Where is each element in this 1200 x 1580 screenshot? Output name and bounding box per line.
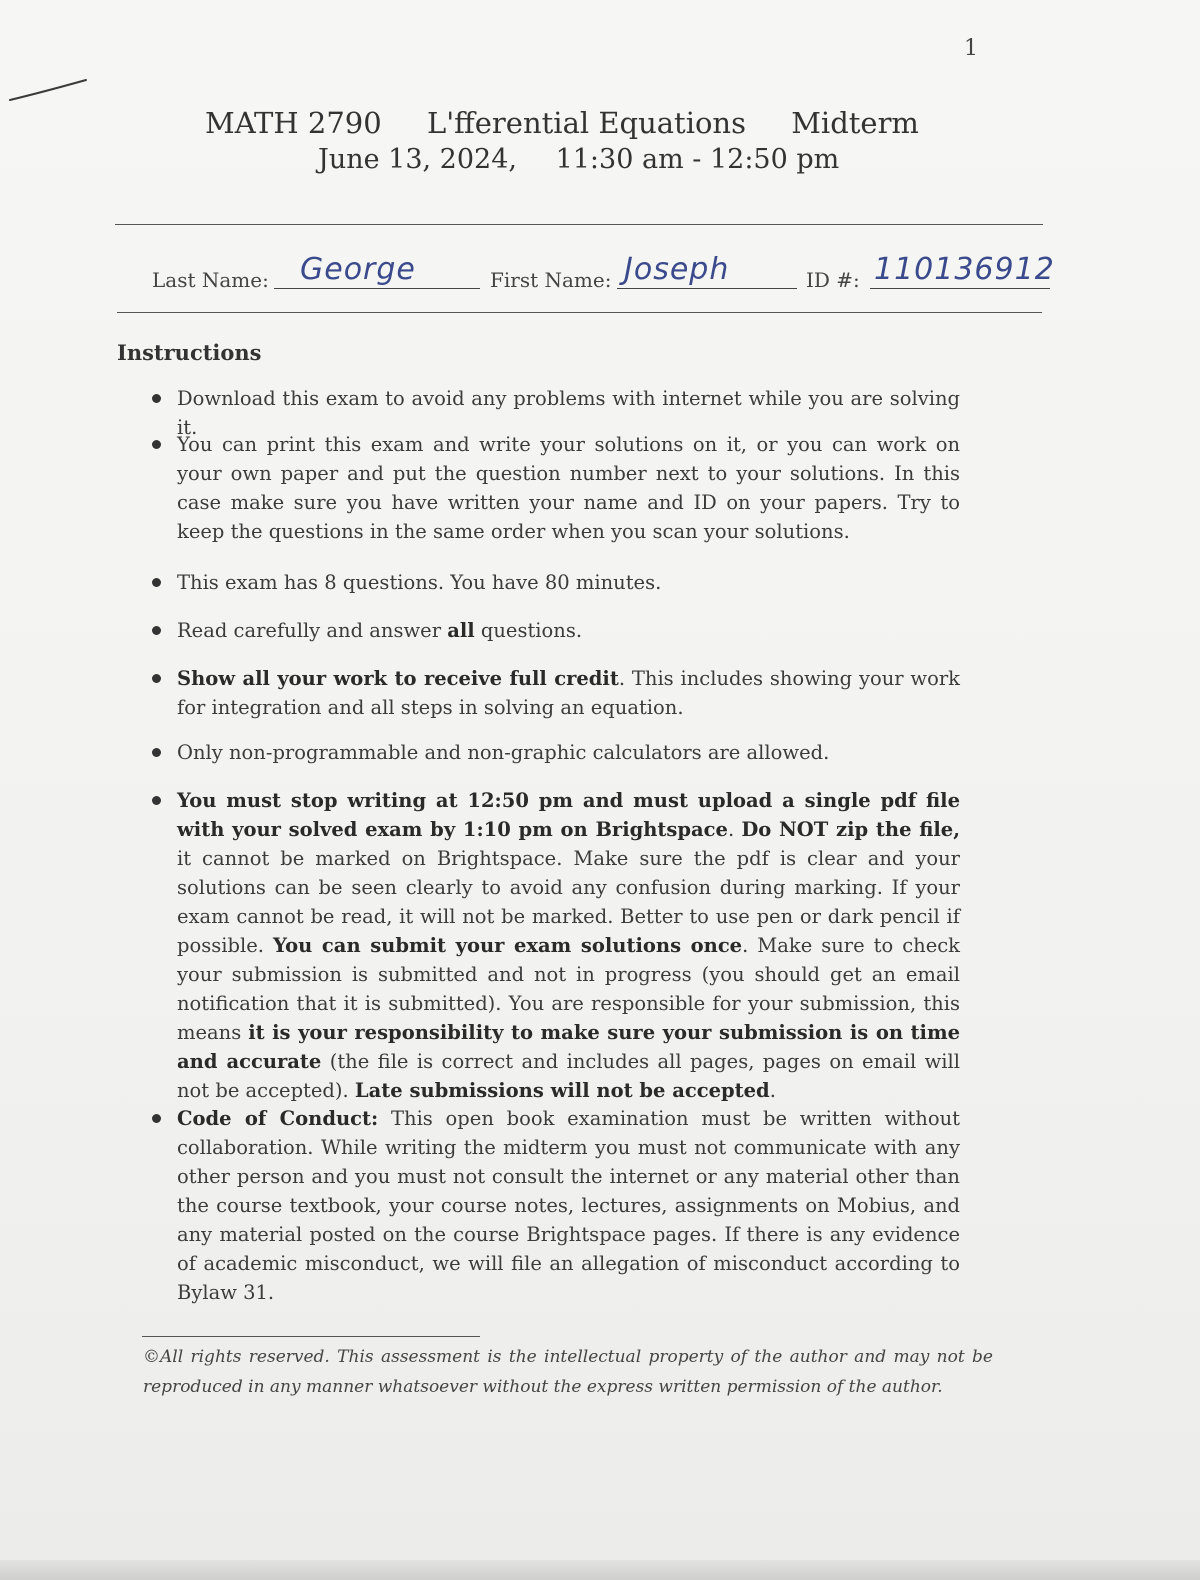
instruction-item: Only non-programmable and non-graphic calculators are allowed. bbox=[150, 738, 960, 767]
instruction-item: You can print this exam and write your solutions on it, or you can work on your own paper and put the question number next to your solutions. In this case make sure you have written your name and ID on your papers. Try to keep the questions in the same order when you scan your solutions. bbox=[150, 430, 960, 546]
last-name-line bbox=[274, 288, 480, 289]
header-divider-top bbox=[115, 224, 1043, 225]
last-name-label: Last Name: bbox=[152, 268, 269, 292]
footer-divider bbox=[142, 1336, 480, 1337]
instruction-item: You must stop writing at 12:50 pm and must upload a single pdf file with your solved exam by 1:10 pm on Brightspace. Do NOT zip the file, it cannot be marked on Brightspace. Make sure the pdf is clear and your solutions can be seen clearly to avoid any confusion during marking. If your exam cannot be read, it will not be marked. Better to use pen or dark pencil if possible. You can submit your exam solutions once. Make sure to check your submission is submitted and not in progress (you should get an email notification that it is submitted). You are responsible for your submission, this means it is your responsibility to make sure your submission is on time and accurate (the file is correct and includes all pages, pages on email will not be accepted). Late submissions will not be accepted. bbox=[150, 786, 960, 1105]
title-row bbox=[205, 106, 965, 140]
id-handwritten: 110136912 bbox=[874, 252, 1055, 287]
id-label: ID #: bbox=[806, 268, 860, 292]
course-title: L'fferential Equations bbox=[426, 106, 746, 140]
exam-time: 11:30 am - 12:50 pm bbox=[555, 144, 840, 175]
bullet-icon bbox=[152, 440, 161, 449]
bullet-icon bbox=[152, 748, 161, 757]
emphasis-text: Late submissions will not be accepted bbox=[354, 1079, 770, 1102]
instruction-item: Show all your work to receive full credit. This includes showing your work for integration and all steps in solving an equation. bbox=[150, 664, 960, 722]
instruction-item: Code of Conduct: This open book examination must be written without collaboration. While writing the midterm you must not communicate with any other person and you must not consult the internet or any material other than the course textbook, your course notes, lectures, assignments on Mobius, and any material posted on the course Brightspace pages. If there is any evidence of academic misconduct, we will file an allegation of misconduct according to Bylaw 31. bbox=[150, 1104, 960, 1307]
bullet-icon bbox=[152, 1114, 161, 1123]
emphasis-text: it is your responsibility to make sure your submission is on time and accurate bbox=[177, 1021, 961, 1073]
emphasis-text: Show all your work to receive full credit bbox=[177, 667, 619, 690]
first-name-handwritten: Joseph bbox=[624, 252, 730, 287]
instruction-item: This exam has 8 questions. You have 80 minutes. bbox=[150, 568, 960, 597]
instruction-item: Read carefully and answer all questions. bbox=[150, 616, 960, 645]
bullet-icon bbox=[152, 394, 161, 403]
emphasis-text: You can submit your exam solutions once bbox=[272, 934, 743, 957]
copyright-notice: ©All rights reserved. This assessment is the intellectual property of the author and may not be reproduced in any manner whatsoever without the express written permission of the author. bbox=[143, 1347, 993, 1397]
instructions-heading: Instructions bbox=[117, 340, 262, 365]
page-bottom-edge bbox=[0, 1560, 1200, 1580]
page-number: 1 bbox=[964, 36, 978, 61]
bullet-icon bbox=[152, 796, 161, 805]
course-code: MATH 2790 bbox=[205, 106, 382, 140]
first-name-line bbox=[617, 288, 797, 289]
id-line bbox=[870, 288, 1050, 289]
instruction-item: Download this exam to avoid any problems with internet while you are solving it. bbox=[150, 384, 960, 442]
last-name-handwritten: George bbox=[300, 252, 416, 287]
bullet-icon bbox=[152, 674, 161, 683]
bullet-icon bbox=[152, 578, 161, 587]
exam-date: June 13, 2024, bbox=[318, 144, 517, 175]
pen-stroke-mark bbox=[8, 78, 88, 108]
first-name-label: First Name: bbox=[490, 268, 612, 292]
emphasis-text: Code of Conduct: bbox=[177, 1107, 379, 1130]
bullet-icon bbox=[152, 626, 161, 635]
emphasis-text: Do NOT zip the file, bbox=[741, 818, 961, 841]
emphasis-text: You must stop writing at 12:50 pm and must upload a single pdf file with your solved exam by 1:10 pm on Brightspace bbox=[177, 789, 960, 841]
header-divider-bottom bbox=[117, 312, 1042, 313]
date-row bbox=[318, 144, 869, 175]
exam-type: Midterm bbox=[791, 106, 919, 140]
emphasis-text: all bbox=[447, 619, 475, 642]
